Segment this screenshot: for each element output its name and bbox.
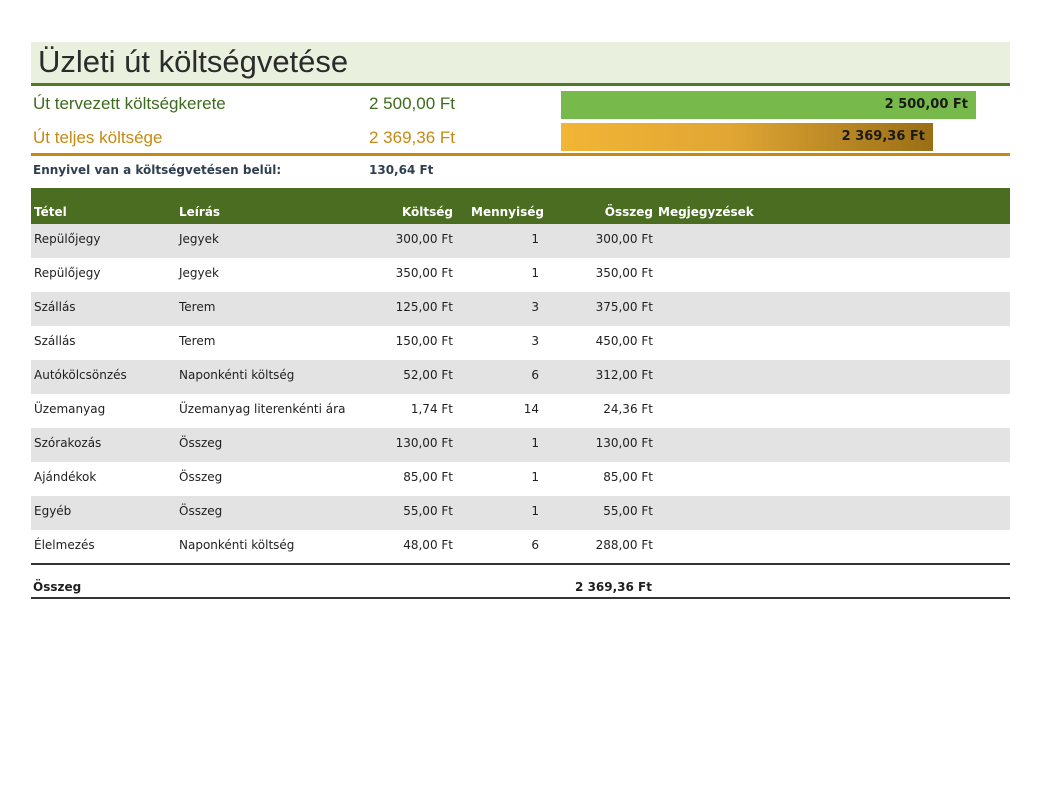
cell-quantity: 3 bbox=[531, 300, 539, 314]
cell-quantity: 6 bbox=[531, 538, 539, 552]
cell-quantity: 1 bbox=[531, 436, 539, 450]
total-cost-bar: 2 369,36 Ft bbox=[561, 123, 933, 151]
cell-quantity: 6 bbox=[531, 368, 539, 382]
cell-quantity: 1 bbox=[531, 266, 539, 280]
table-row bbox=[31, 394, 1010, 428]
cell-amount: 85,00 Ft bbox=[603, 470, 653, 484]
header-amount: Összeg bbox=[604, 205, 653, 219]
cell-cost: 130,00 Ft bbox=[395, 436, 453, 450]
cell-description: Összeg bbox=[179, 436, 223, 450]
cell-item: Szállás bbox=[34, 334, 76, 348]
cell-quantity: 1 bbox=[531, 470, 539, 484]
table-row bbox=[31, 428, 1010, 462]
table-total-label: Összeg bbox=[33, 580, 82, 594]
header-item: Tétel bbox=[34, 205, 67, 219]
table-row bbox=[31, 496, 1010, 530]
budget-divider bbox=[31, 120, 1010, 122]
total-cost-label: Út teljes költsége bbox=[33, 128, 163, 147]
page-title: Üzleti út költségvetése bbox=[38, 44, 349, 79]
table-total-value: 2 369,36 Ft bbox=[575, 580, 652, 594]
cell-amount: 288,00 Ft bbox=[595, 538, 653, 552]
cell-description: Üzemanyag literenkénti ára bbox=[179, 402, 346, 416]
cell-cost: 300,00 Ft bbox=[395, 232, 453, 246]
table-row bbox=[31, 462, 1010, 496]
cell-item: Egyéb bbox=[34, 504, 72, 518]
header-notes: Megjegyzések bbox=[658, 205, 754, 219]
cell-amount: 450,00 Ft bbox=[595, 334, 653, 348]
cell-description: Terem bbox=[179, 334, 216, 348]
cell-cost: 85,00 Ft bbox=[403, 470, 453, 484]
cell-description: Összeg bbox=[179, 470, 223, 484]
title-band bbox=[31, 42, 1010, 86]
cell-item: Szórakozás bbox=[34, 436, 102, 450]
cell-amount: 350,00 Ft bbox=[595, 266, 653, 280]
cell-description: Naponkénti költség bbox=[179, 538, 295, 552]
table-row bbox=[31, 360, 1010, 394]
budget-value: 2 500,00 Ft bbox=[369, 94, 456, 113]
total-divider bbox=[31, 153, 1010, 156]
cell-amount: 312,00 Ft bbox=[595, 368, 653, 382]
cell-cost: 350,00 Ft bbox=[395, 266, 453, 280]
cell-cost: 150,00 Ft bbox=[395, 334, 453, 348]
cell-item: Repülőjegy bbox=[34, 266, 101, 280]
table-row bbox=[31, 258, 1010, 292]
cell-cost: 1,74 Ft bbox=[410, 402, 453, 416]
cell-item: Élelmezés bbox=[34, 538, 95, 552]
cell-amount: 300,00 Ft bbox=[595, 232, 653, 246]
cell-item: Ajándékok bbox=[34, 470, 97, 484]
cell-quantity: 1 bbox=[531, 504, 539, 518]
cell-description: Jegyek bbox=[179, 232, 219, 246]
cell-item: Autókölcsönzés bbox=[34, 368, 127, 382]
cell-item: Repülőjegy bbox=[34, 232, 101, 246]
cell-item: Üzemanyag bbox=[34, 402, 106, 416]
cell-cost: 48,00 Ft bbox=[403, 538, 453, 552]
cell-cost: 55,00 Ft bbox=[403, 504, 453, 518]
cell-description: Terem bbox=[179, 300, 216, 314]
table-header bbox=[31, 188, 1010, 224]
header-cost: Költség bbox=[401, 205, 453, 219]
table-row bbox=[31, 224, 1010, 258]
difference-value: 130,64 Ft bbox=[369, 163, 434, 177]
total-cost-value: 2 369,36 Ft bbox=[369, 128, 456, 147]
cell-amount: 130,00 Ft bbox=[595, 436, 653, 450]
total-rule-top bbox=[31, 563, 1010, 565]
cell-quantity: 14 bbox=[523, 402, 539, 416]
table-row bbox=[31, 530, 1010, 564]
cell-description: Jegyek bbox=[179, 266, 219, 280]
cell-quantity: 1 bbox=[531, 232, 539, 246]
header-quantity: Mennyiség bbox=[471, 205, 544, 219]
difference-label: Ennyivel van a költségvetésen belül: bbox=[33, 163, 282, 177]
budget-label: Út tervezett költségkerete bbox=[33, 94, 226, 113]
cell-item: Szállás bbox=[34, 300, 76, 314]
cell-amount: 55,00 Ft bbox=[603, 504, 653, 518]
budget-bar: 2 500,00 Ft bbox=[561, 91, 976, 119]
total-rule-bottom bbox=[31, 597, 1010, 599]
cell-amount: 24,36 Ft bbox=[603, 402, 653, 416]
table-row bbox=[31, 292, 1010, 326]
table-row bbox=[31, 326, 1010, 360]
cell-cost: 52,00 Ft bbox=[403, 368, 453, 382]
cell-description: Összeg bbox=[179, 504, 223, 518]
cell-amount: 375,00 Ft bbox=[595, 300, 653, 314]
cell-quantity: 3 bbox=[531, 334, 539, 348]
cell-description: Naponkénti költség bbox=[179, 368, 295, 382]
cell-cost: 125,00 Ft bbox=[395, 300, 453, 314]
header-description: Leírás bbox=[179, 205, 221, 219]
